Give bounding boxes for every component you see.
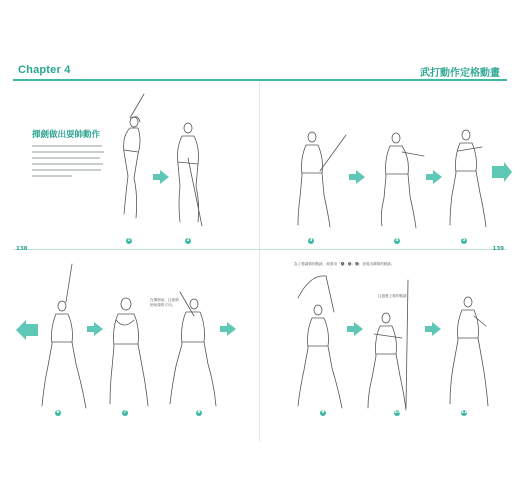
figure-5	[444, 125, 488, 230]
figure-11	[446, 292, 490, 410]
step-badge: 4	[395, 238, 399, 243]
page-number-left: 138	[16, 246, 28, 252]
figure-7	[104, 294, 152, 410]
step-badge: 3	[309, 238, 313, 243]
step-badge: 9	[321, 410, 325, 415]
step-badge: 5	[462, 238, 466, 243]
mid-divider	[13, 249, 507, 250]
step-badge: 8	[197, 410, 201, 415]
figure-6	[36, 262, 90, 412]
figure-3	[290, 125, 348, 230]
chapter-label: Chapter 4	[18, 64, 71, 76]
arrow-right-icon	[432, 322, 441, 336]
arrow-right-icon	[227, 322, 236, 336]
arrow-right-icon	[94, 322, 103, 336]
figure-8	[164, 290, 220, 410]
section-heading: 揮劍做出耍帥動作	[32, 130, 101, 140]
arrow-right-icon	[354, 322, 363, 336]
header-rule	[13, 79, 507, 81]
arrow-right-icon	[433, 170, 442, 184]
arrow-right-icon	[356, 170, 365, 184]
figure-4	[372, 128, 426, 230]
figure-9	[290, 272, 350, 412]
section-body-text	[32, 145, 106, 181]
turn-arrow-icon	[14, 320, 40, 342]
figure-1	[108, 92, 154, 232]
step-badge: 2	[186, 238, 190, 243]
note-left-caption: 在揮劍前，注意劍柄前頭的方向。	[150, 298, 179, 307]
page-gutter	[259, 82, 260, 442]
turn-arrow-icon	[490, 162, 512, 188]
step-badge: 11	[461, 410, 468, 415]
step-badge: 1	[127, 238, 131, 243]
note-right-label: 注意畫上劍的軌跡	[378, 294, 407, 298]
chapter-title: 武打動作定格動畫	[420, 68, 500, 79]
step-badge: 10	[394, 410, 401, 415]
page-number-right: 139	[492, 246, 504, 252]
figure-2	[168, 118, 210, 230]
note-right-caption: 為了強調劍的軌跡，就要用「🅐」🅑」🅒」表現出揮劍的軌跡。	[294, 262, 395, 266]
step-badge: 7	[123, 410, 127, 415]
arrow-right-icon	[160, 170, 169, 184]
step-badge: 6	[56, 410, 60, 415]
